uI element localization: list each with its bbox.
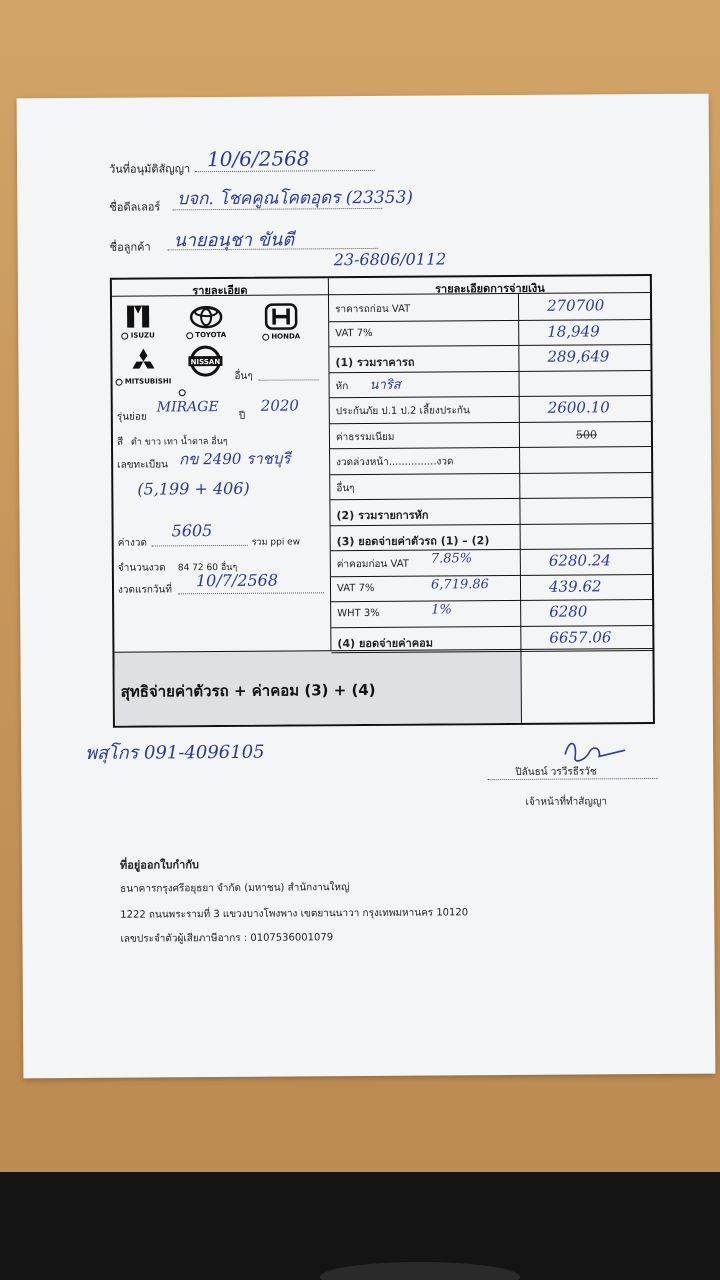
isuzu-logo: ISUZU [120, 303, 156, 339]
payment-row-label: (1) รวมราคารถ [335, 355, 415, 370]
other-brand-line [259, 379, 319, 380]
signer-title: เจ้าหน้าที่ทำสัญญา [525, 796, 608, 808]
payment-row-label: ค่าคอมก่อน VAT [336, 558, 409, 571]
installment-suffix: รวม ppi ew [251, 537, 301, 548]
installment-calc-note: (5,199 + 406) [137, 478, 250, 499]
payment-row-divider [330, 471, 653, 474]
payment-row-label: VAT 7% [336, 582, 375, 594]
first-due-value: 10/7/2568 [195, 570, 279, 591]
term-label: จำนวนงวด [117, 562, 166, 574]
toyota-logo: TOYOTA [182, 305, 230, 339]
right-header: รายละเอียดการจ่ายเงิน [435, 281, 545, 296]
payment-row-value: 289,649 [547, 347, 610, 366]
payment-row-label: ราคารถก่อน VAT [335, 303, 411, 316]
tax-invoice-heading: ที่อยู่ออกใบกำกับ [119, 858, 200, 872]
installment-label: ค่างวด [117, 537, 148, 549]
year-value: 2020 [260, 396, 299, 415]
details-table [110, 274, 655, 728]
installment-line [152, 545, 248, 547]
installment-value: 5605 [171, 521, 213, 541]
honda-icon [264, 302, 298, 330]
payment-row-divider [329, 318, 652, 321]
isuzu-icon [125, 303, 151, 329]
payment-row-label: (2) รวมรายการหัก [336, 508, 429, 523]
nissan-radio [179, 381, 186, 400]
left-header: รายละเอียด [192, 283, 248, 298]
payment-row-label: งวดล่วงหน้า...............งวด [336, 456, 454, 469]
nissan-icon [186, 345, 224, 377]
payment-row-value: 500 [575, 427, 597, 442]
phone-note: พสุโกร 091-4096105 [85, 741, 265, 764]
approval-date-label: วันที่อนุมัติสัญญา [109, 162, 191, 176]
payment-row-note: นาริส [369, 377, 401, 393]
contract-number: 23-6806/0112 [333, 249, 447, 270]
mitsubishi-logo: MITSUBISHI [120, 347, 166, 385]
signer-name: ปิลันธน์ วรวีรธีรวัช [515, 766, 597, 778]
nissan-logo [180, 345, 230, 377]
dealer-value: บจก. โชคคูณโคตอุดร (23353) [177, 187, 414, 210]
tax-invoice-line-3: เลขประจำตัวผู้เสียภาษีอากร : 0107536001079 [120, 932, 334, 945]
payment-row-value: 18,949 [547, 321, 600, 341]
payment-row-label: (4) ยอดจ่ายค่าคอม [337, 636, 434, 650]
payment-form-sheet [17, 94, 716, 1079]
toyota-icon [189, 305, 223, 329]
payment-row-value: 2600.10 [547, 398, 610, 417]
tax-invoice-line-2: 1222 ถนนพระรามที่ 3 แขวงบางโพงพาง เขตยานนาวา กรุงเทพมหานคร 10120 [120, 907, 469, 921]
payment-row-label: VAT 7% [335, 327, 373, 339]
first-due-label: งวดแรกวันที่ [117, 584, 172, 596]
customer-label: ชื่อลูกค้า [109, 240, 151, 254]
approval-date-value: 10/6/2568 [206, 146, 310, 172]
payment-row-divider [330, 420, 653, 423]
floor-shadow-area [0, 1172, 720, 1280]
table-divider [328, 278, 332, 650]
first-due-line [178, 592, 324, 594]
payment-row-label: ค่าธรรมเนียม [335, 431, 395, 443]
payment-row-label: WHT 3% [337, 607, 380, 620]
payment-row-value: 6280.24 [548, 551, 611, 570]
honda-logo: HONDA [256, 302, 306, 340]
payment-row-value: 270700 [546, 296, 605, 315]
year-label: ปี [238, 410, 246, 422]
payment-row-label: หัก [335, 380, 349, 392]
dealer-label: ชื่อดีลเลอร์ [109, 200, 161, 214]
payment-row-divider [330, 497, 653, 500]
model-value: MIRAGE [156, 399, 219, 416]
customer-value: นายอนุชา ขันตี [173, 229, 295, 252]
color-label: สี [116, 436, 124, 448]
model-label: รุ่นย่อย [116, 411, 147, 423]
payment-row-divider [331, 573, 654, 576]
payment-row-note: 6,719.86 [430, 576, 489, 593]
svg-text:NISSAN: NISSAN [190, 358, 221, 367]
total-pay-label: สุทธิจ่ายค่าตัวรถ + ค่าคอม (3) + (4) [120, 680, 376, 701]
payment-row-note: 7.85% [430, 551, 473, 567]
payment-row-value: 6280 [549, 602, 588, 621]
payment-row-divider [330, 446, 653, 449]
plate-label: เลขทะเบียน [117, 459, 169, 471]
tax-invoice-line-1: ธนาคารกรุงศรีอยุธยา จำกัด (มหาชน) สำนักงานใหญ่ [120, 882, 350, 895]
payment-row-value: 6657.06 [549, 627, 612, 647]
payment-row-divider [331, 599, 654, 602]
mitsubishi-icon [128, 347, 158, 375]
color-options: ดำ ขาว เทา น้ำตาล อื่นๆ [130, 436, 228, 448]
payment-row-label: อื่นๆ [336, 482, 355, 494]
plate-value: กข 2490 ราชบุรี [179, 449, 291, 469]
payment-row-label: (3) ยอดจ่ายค่าตัวรถ (1) – (2) [336, 533, 490, 548]
payment-row-label: ประกันภัย ป.1 ป.2 เลี้ยงประกัน [335, 405, 470, 418]
other-brand-label: อื่นๆ [234, 370, 253, 382]
payment-row-value: 439.62 [548, 576, 602, 596]
term-options: 84 72 60 อื่นๆ [177, 562, 238, 574]
payment-row-note: 1% [431, 602, 452, 618]
